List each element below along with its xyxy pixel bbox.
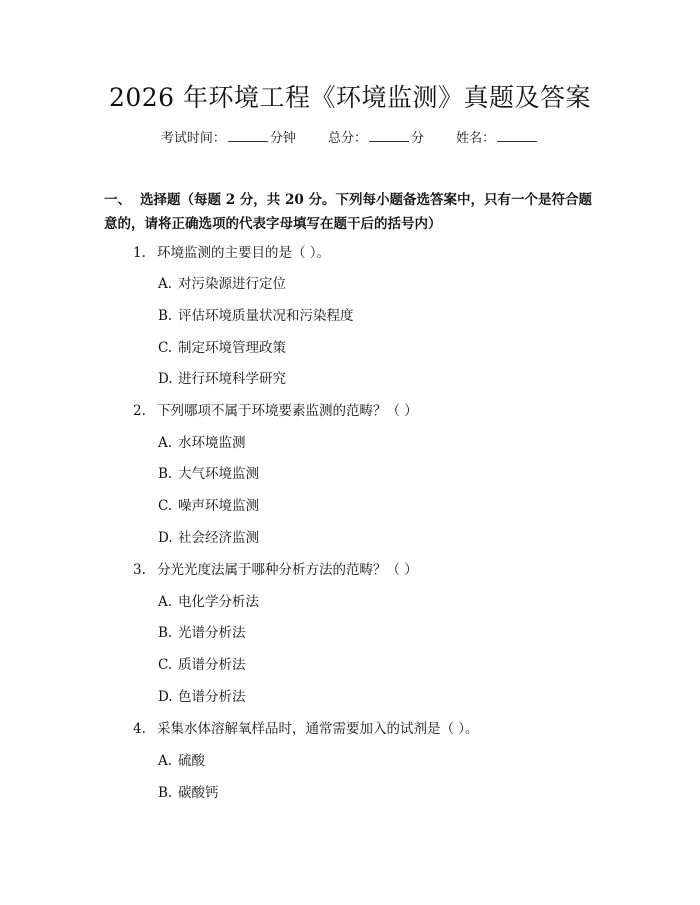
question-2 xyxy=(133,399,603,423)
option-label: B. xyxy=(158,466,173,482)
option-text: 色谱分析法 xyxy=(178,689,246,705)
option-text: 大气环境监测 xyxy=(178,466,259,482)
option-text: 硫酸 xyxy=(178,753,205,769)
option-2d xyxy=(158,526,598,550)
section-heading xyxy=(104,188,604,236)
time-unit: 分钟 xyxy=(269,131,296,146)
question-number: 2. xyxy=(133,403,146,419)
option-3a xyxy=(158,590,598,614)
question-3 xyxy=(133,558,603,582)
option-text: 质谱分析法 xyxy=(178,657,246,673)
option-text: 对污染源进行定位 xyxy=(178,276,286,292)
option-label: C. xyxy=(158,657,173,673)
exam-name xyxy=(456,128,539,150)
score-blank xyxy=(369,129,409,142)
option-label: C. xyxy=(158,340,173,356)
name-blank xyxy=(497,129,537,142)
question-number: 4. xyxy=(133,721,146,737)
exam-meta xyxy=(0,128,700,150)
exam-time xyxy=(161,128,296,150)
option-label: A. xyxy=(158,276,173,292)
score-label: 总分： xyxy=(327,131,367,146)
option-2b xyxy=(158,462,598,486)
option-text: 进行环境科学研究 xyxy=(178,371,286,387)
option-text: 水环境监测 xyxy=(178,435,246,451)
option-label: D. xyxy=(158,530,173,546)
question-number: 3. xyxy=(133,562,146,578)
question-text: 采集水体溶解氧样品时，通常需要加入的试剂是（ ）。 xyxy=(157,721,479,737)
question-1 xyxy=(133,241,603,265)
option-text: 制定环境管理政策 xyxy=(178,340,286,356)
section-text: 选择题（每题 2 分，共 20 分。下列每小题备选答案中，只有一个是符合题意的，请将正确选项的代表字母填写在题干后的括号内） xyxy=(104,192,592,232)
option-label: B. xyxy=(158,625,173,641)
option-1c xyxy=(158,336,598,360)
option-1d xyxy=(158,367,598,391)
option-3b xyxy=(158,621,598,645)
question-text: 环境监测的主要目的是（ ）。 xyxy=(157,245,331,261)
option-2a xyxy=(158,431,598,455)
option-text: 碳酸钙 xyxy=(178,785,219,801)
option-1a xyxy=(158,272,598,296)
option-text: 评估环境质量状况和污染程度 xyxy=(178,308,354,324)
option-text: 社会经济监测 xyxy=(178,530,259,546)
option-label: B. xyxy=(158,785,173,801)
option-text: 噪声环境监测 xyxy=(178,498,259,514)
page-title: 2026 年环境工程《环境监测》真题及答案 xyxy=(108,83,592,112)
time-label: 考试时间： xyxy=(160,131,226,146)
question-text: 下列哪项不属于环境要素监测的范畴？（ ） xyxy=(157,403,418,419)
option-2c xyxy=(158,494,598,518)
exam-score xyxy=(328,128,424,150)
option-3c xyxy=(158,653,598,677)
question-number: 1. xyxy=(133,245,146,261)
name-label: 姓名： xyxy=(456,131,496,146)
question-text: 分光光度法属于哪种分析方法的范畴？（ ） xyxy=(157,562,418,578)
option-3d xyxy=(158,685,598,709)
option-label: A. xyxy=(158,753,173,769)
option-text: 光谱分析法 xyxy=(178,625,246,641)
time-blank xyxy=(228,129,268,142)
section-number: 一、 xyxy=(104,192,131,208)
option-4a xyxy=(158,749,598,773)
option-label: D. xyxy=(158,371,173,387)
question-4 xyxy=(133,717,603,741)
score-unit: 分 xyxy=(411,131,425,146)
option-text: 电化学分析法 xyxy=(178,594,259,610)
option-label: B. xyxy=(158,308,173,324)
option-label: D. xyxy=(158,689,173,705)
option-1b xyxy=(158,304,598,328)
option-4b xyxy=(158,781,598,805)
option-label: A. xyxy=(158,594,173,610)
option-label: A. xyxy=(158,435,173,451)
option-label: C. xyxy=(158,498,173,514)
